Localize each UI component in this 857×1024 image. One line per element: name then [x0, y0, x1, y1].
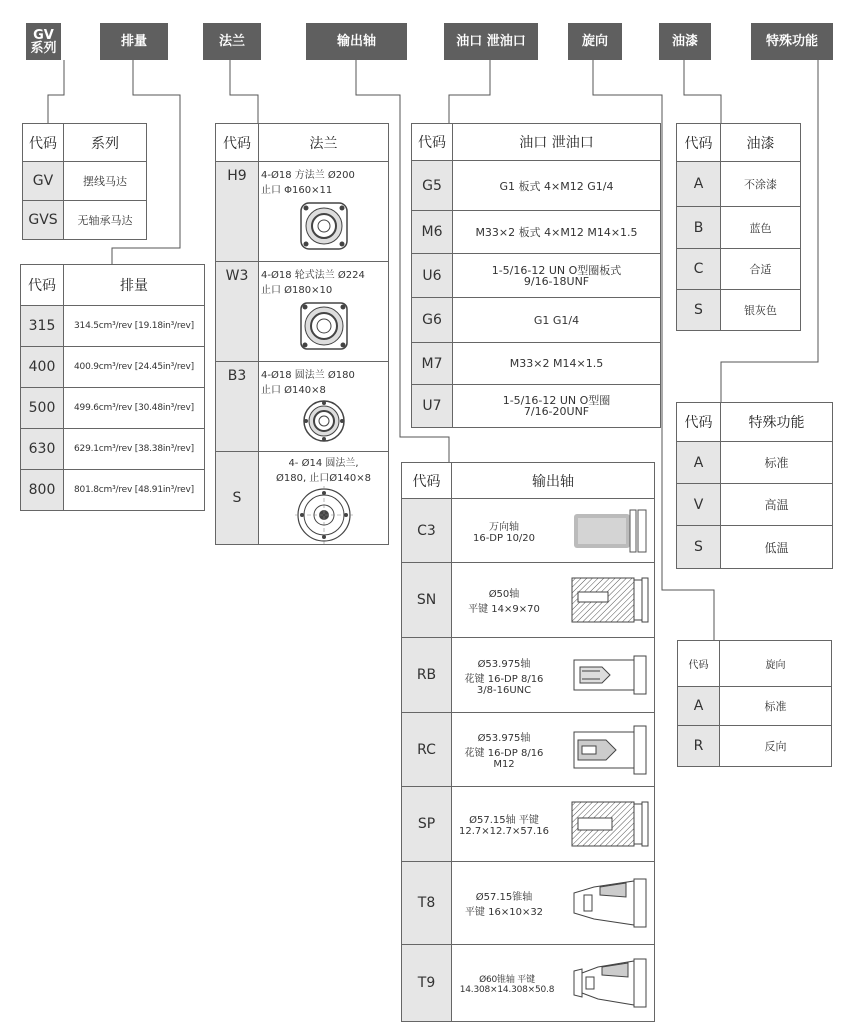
desc-cell: 摆线马达: [63, 162, 146, 200]
code-cell: 630: [21, 429, 63, 469]
table-row: [21, 428, 204, 469]
col-header-displacement: 排量: [63, 265, 204, 305]
table-row: [21, 346, 204, 387]
table-row: [402, 712, 654, 786]
desc-cell: 银灰色: [720, 290, 800, 330]
port-spec: 1-5/16-12 UN O型圈板式: [491, 263, 622, 277]
desc-cell: 801.8cm³/rev [48.91in³/rev]: [63, 470, 204, 510]
desc-cell: 629.1cm³/rev [38.38in³/rev]: [63, 429, 204, 469]
code-cell: A: [678, 687, 719, 725]
code-cell: U6: [412, 254, 452, 297]
col-header-flange: 法兰: [258, 124, 388, 161]
code-cell: 800: [21, 470, 63, 510]
drain-spec: 9/16-18UNF: [523, 274, 590, 288]
flange-pilot: 止口 Ø140×8: [261, 385, 326, 396]
code-cell: 500: [21, 388, 63, 428]
code-cell: T9: [402, 945, 451, 1021]
table-row: [412, 297, 660, 342]
header-series-label: 系列: [30, 40, 57, 56]
displacement-table: [20, 264, 205, 511]
code-cell: H9: [216, 162, 258, 261]
desc-cell: 标准: [720, 442, 832, 483]
col-header-series: 系列: [63, 124, 146, 161]
table-row: [677, 289, 800, 330]
code-cell: A: [677, 162, 720, 206]
shaft-spec: 花键 16-DP 8/16: [464, 748, 544, 759]
shaft-spec: 万向轴: [489, 521, 519, 533]
port-spec: G1 G1/4: [533, 313, 580, 327]
code-cell: G5: [412, 161, 452, 210]
flange-pilot: 止口 Φ160×11: [261, 185, 333, 196]
special-function-table: [676, 402, 833, 569]
code-cell: G6: [412, 298, 452, 342]
header-ports: 油口 泄油口: [444, 23, 538, 60]
ports-table: [411, 123, 661, 428]
col-header-code: 代码: [678, 641, 719, 686]
code-cell: C3: [402, 499, 451, 562]
code-cell: GVS: [23, 201, 63, 239]
flange-spec: 4-Ø18 圆法兰 Ø180: [261, 370, 355, 381]
code-cell: T8: [402, 862, 451, 944]
shaft-spec: Ø50轴: [488, 589, 520, 600]
desc-cell: 低温: [720, 526, 832, 568]
table-row: [678, 725, 831, 766]
table-row: [21, 305, 204, 346]
flange-table: [215, 123, 389, 545]
table-row: [23, 161, 146, 200]
code-cell: 315: [21, 306, 63, 346]
code-cell: S: [216, 452, 258, 544]
shaft-spec: 12.7×12.7×57.16: [459, 826, 549, 837]
shaft-spec: Ø53.975轴: [477, 733, 531, 744]
code-cell: SN: [402, 563, 451, 637]
desc-cell: 蓝色: [720, 207, 800, 248]
paint-table: [676, 123, 801, 331]
desc-cell: 高温: [720, 484, 832, 525]
header-series: [26, 23, 61, 60]
table-row: [412, 253, 660, 297]
code-cell: A: [677, 442, 720, 483]
table-row: [412, 342, 660, 384]
col-header-special: 特殊功能: [720, 403, 832, 441]
code-cell: RC: [402, 713, 451, 786]
header-displacement: 排量: [100, 23, 168, 60]
port-spec: M33×2 板式 4×M12 M14×1.5: [475, 226, 638, 239]
flange-spec: 4-Ø18 方法兰 Ø200: [261, 170, 355, 181]
col-header-paint: 油漆: [720, 124, 800, 161]
code-cell: SP: [402, 787, 451, 861]
header-paint: 油漆: [659, 23, 711, 60]
flange-spec: 4- Ø14 圆法兰,: [288, 458, 359, 469]
table-row: [216, 261, 388, 361]
splined-shaft-icon: [570, 650, 652, 700]
desc-cell: 标准: [719, 687, 831, 725]
table-row: [677, 161, 800, 206]
table-row: [402, 562, 654, 637]
col-header-code: 代码: [21, 265, 63, 305]
output-shaft-table: [401, 462, 655, 1022]
table-row: [216, 361, 388, 451]
flange-connector: [230, 60, 258, 123]
col-header-rotation: 旋向: [719, 641, 831, 686]
table-row: [23, 200, 146, 239]
keyed-shaft-icon: [570, 796, 652, 852]
table-row: [402, 637, 654, 712]
keyed-shaft-icon: [570, 572, 652, 628]
code-cell: S: [677, 290, 720, 330]
code-cell: S: [677, 526, 720, 568]
shaft-spec: Ø57.15轴 平键: [469, 815, 539, 826]
shaft-spec: 16-DP 10/20: [472, 532, 536, 544]
table-row: [21, 387, 204, 428]
shaft-spec: 14.308×14.308×50.8: [459, 984, 555, 995]
table-row: [216, 451, 388, 544]
code-cell: 400: [21, 347, 63, 387]
paint-connector: [684, 60, 721, 123]
col-header-code: 代码: [677, 124, 720, 161]
cardan-shaft-icon: [570, 506, 652, 556]
table-row: [216, 161, 388, 261]
desc-cell: 499.6cm³/rev [30.48in³/rev]: [63, 388, 204, 428]
table-row: [412, 210, 660, 253]
header-special: 特殊功能: [751, 23, 833, 60]
square-flange-icon: [298, 200, 350, 252]
code-cell: C: [677, 249, 720, 289]
header-series-code: GV: [33, 27, 54, 43]
drain-spec: 7/16-20UNF: [523, 405, 590, 418]
code-cell: B: [677, 207, 720, 248]
shaft-spec: 平键 16×10×32: [464, 907, 544, 918]
col-header-ports: 油口 泄油口: [452, 124, 660, 160]
code-cell: W3: [216, 262, 258, 361]
table-row: [677, 248, 800, 289]
splined-shaft-icon: [570, 722, 652, 778]
shaft-spec: Ø53.975轴: [477, 658, 531, 670]
series-table: [22, 123, 147, 240]
series-connector: [48, 60, 64, 123]
ports-connector: [449, 60, 490, 123]
header-flange: 法兰: [203, 23, 261, 60]
header-shaft: 输出轴: [306, 23, 407, 60]
shaft-spec: 花键 16-DP 8/16: [464, 673, 544, 685]
port-spec: 1-5/16-12 UN O型圈: [502, 394, 611, 407]
shaft-spec: Ø57.15锥轴: [475, 892, 533, 903]
round-flange-icon: [301, 398, 347, 444]
table-row: [677, 483, 832, 525]
code-cell: GV: [23, 162, 63, 200]
table-row: [412, 384, 660, 427]
flange-pilot: 止口 Ø180×10: [261, 285, 333, 296]
table-row: [677, 206, 800, 248]
shaft-spec: M12: [493, 759, 515, 770]
desc-cell: 400.9cm³/rev [24.45in³/rev]: [63, 347, 204, 387]
table-row: [402, 861, 654, 944]
port-spec: M33×2 M14×1.5: [509, 357, 604, 370]
shaft-spec: Ø60锥轴 平键: [479, 974, 535, 985]
shaft-spec: 3/8-16UNC: [476, 684, 532, 696]
table-row: [21, 469, 204, 510]
circular-flange-icon: [295, 486, 353, 544]
table-row: [677, 525, 832, 568]
table-row: [402, 944, 654, 1021]
table-row: [412, 160, 660, 210]
flange-pilot: Ø180, 止口Ø140×8: [275, 473, 371, 484]
desc-cell: 无轴承马达: [63, 201, 146, 239]
flange-spec: 4-Ø18 轮式法兰 Ø224: [261, 270, 365, 281]
shaft-spec: 平键 14×9×70: [468, 604, 540, 615]
code-cell: B3: [216, 362, 258, 451]
col-header-shaft: 输出轴: [451, 463, 654, 498]
tapered-shaft-icon: [572, 953, 652, 1013]
code-cell: U7: [412, 385, 452, 427]
code-cell: M6: [412, 211, 452, 253]
table-row: [402, 786, 654, 861]
col-header-code: 代码: [677, 403, 720, 441]
desc-cell: 合适: [720, 249, 800, 289]
desc-cell: 不涂漆: [720, 162, 800, 206]
header-rotation: 旋向: [568, 23, 622, 60]
port-spec: G1 板式 4×M12 G1/4: [499, 179, 614, 193]
table-row: [402, 498, 654, 562]
desc-cell: 314.5cm³/rev [19.18in³/rev]: [63, 306, 204, 346]
desc-cell: 反向: [719, 726, 831, 766]
col-header-code: 代码: [412, 124, 452, 160]
code-cell: RB: [402, 638, 451, 712]
rotation-table: [677, 640, 832, 767]
col-header-code: 代码: [216, 124, 258, 161]
code-cell: M7: [412, 343, 452, 384]
code-cell: R: [678, 726, 719, 766]
table-row: [678, 686, 831, 725]
col-header-code: 代码: [402, 463, 451, 498]
tapered-shaft-icon: [570, 873, 652, 933]
code-cell: V: [677, 484, 720, 525]
col-header-code: 代码: [23, 124, 63, 161]
table-row: [677, 441, 832, 483]
wheel-flange-icon: [298, 300, 350, 352]
